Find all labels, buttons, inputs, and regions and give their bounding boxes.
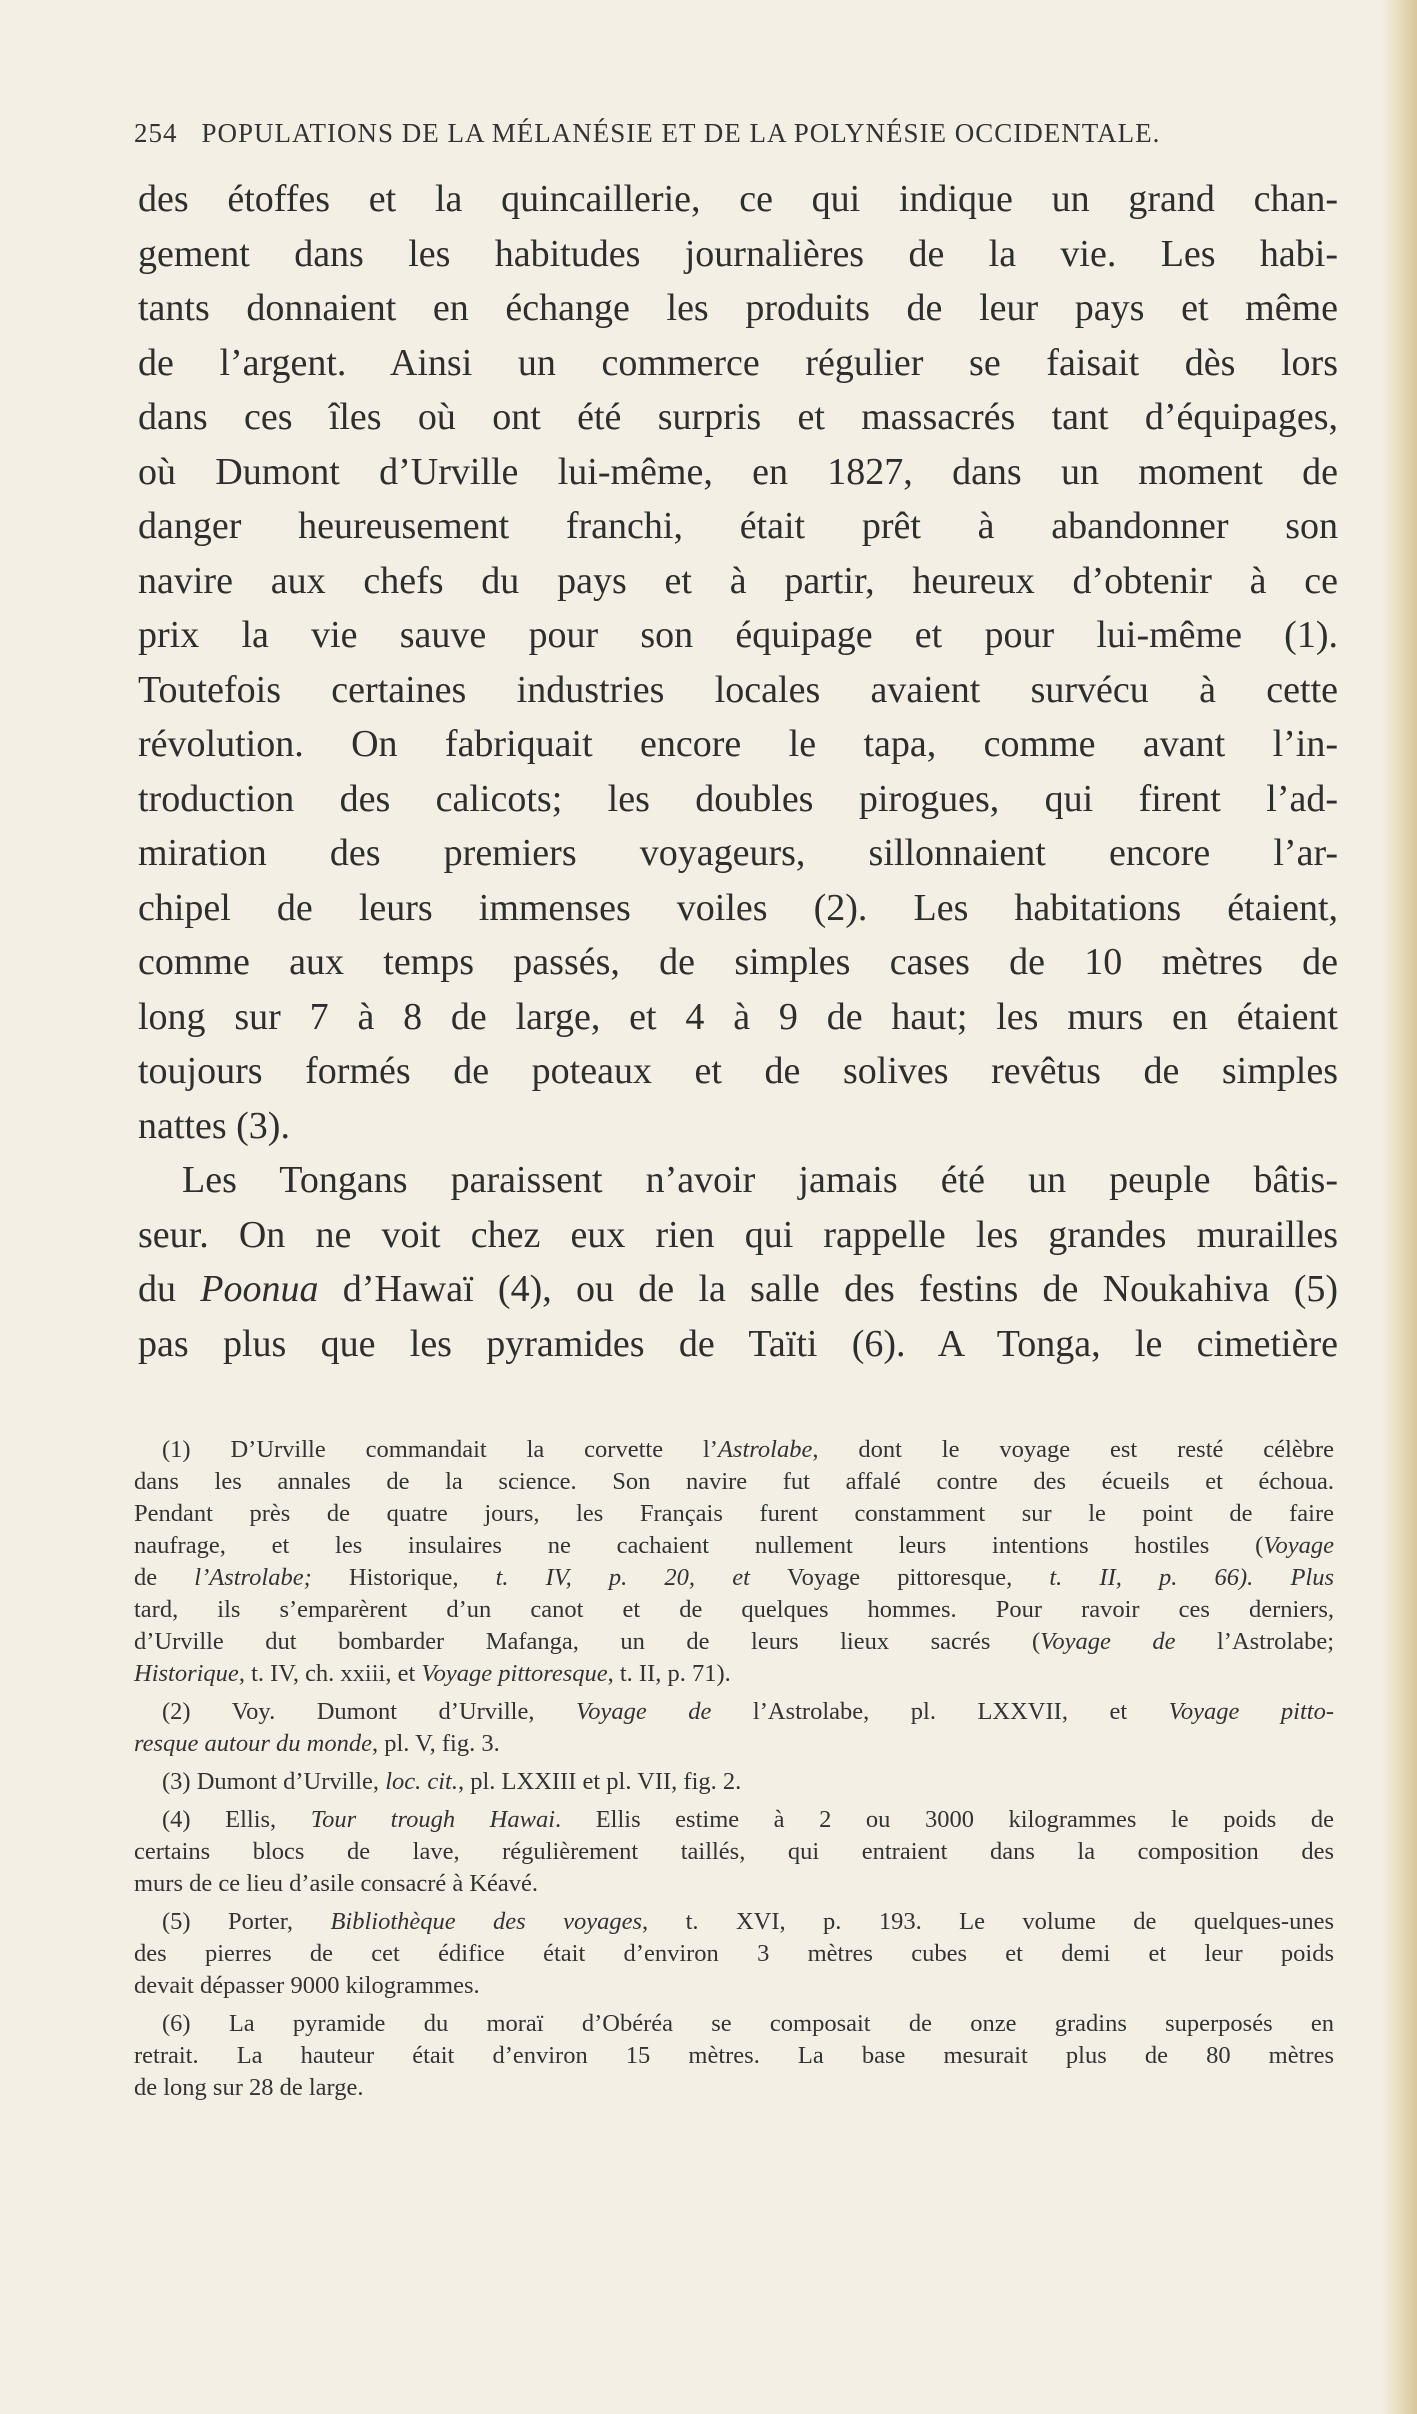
body-line: où Dumont d’Urville lui-même, en 1827, dans un moment de <box>138 450 1338 493</box>
italic-text: Voyage de <box>576 1698 712 1725</box>
body-line: miration des premiers voyageurs, sillonnaient encore l’ar- <box>138 832 1338 874</box>
footnote-line: murs de ce lieu d’asile consacré à Kéavé. <box>134 1870 539 1897</box>
italic-text: , t. II, p. 66). Plus <box>1006 1564 1334 1591</box>
body-line: danger heureusement franchi, était prêt à abandonner son <box>138 505 1338 547</box>
footnote-line: d’Urville dut bombarder Mafanga, un de leurs lieux sacrés (Voyage de l’Astrolabe; <box>134 1628 1334 1655</box>
body-line: comme aux temps passés, de simples cases de 10 mètres de <box>138 941 1338 983</box>
italic-text: resque autour du monde <box>134 1730 372 1757</box>
footnote-line: resque autour du monde, pl. V, fig. 3. <box>134 1730 500 1757</box>
body-line: prix la vie sauve pour son équipage et pour lui-même (1). <box>138 614 1338 656</box>
footnote-line: des pierres de cet édifice était d’environ 3 mètres cubes et demi et leur poids <box>134 1940 1334 1967</box>
footnote-line: (3) Dumont d’Urville, loc. cit., pl. LXXIII et pl. VII, fig. 2. <box>162 1768 742 1795</box>
body-line: des étoffes et la quincaillerie, ce qui indique un grand chan- <box>138 178 1338 220</box>
footnotes <box>134 1434 1334 2104</box>
body-line: pas plus que les pyramides de Taïti (6). A Tonga, le cimetière <box>138 1322 1338 1365</box>
body-line: long sur 7 à 8 de large, et 4 à 9 de haut; les murs en étaient <box>138 995 1338 1038</box>
footnote-line: dans les annales de la science. Son navire fut affalé contre des écueils et échoua. <box>134 1468 1334 1495</box>
body-line: dans ces îles où ont été surpris et massacrés tant d’équipages, <box>138 396 1338 438</box>
running-title: POPULATIONS DE LA MÉLANÉSIE ET DE LA POLYNÉSIE OCCIDENTALE. <box>201 118 1161 148</box>
footnote-line: Pendant près de quatre jours, les Français furent constamment sur le point de faire <box>134 1500 1334 1527</box>
footnote-line: certains blocs de lave, régulièrement taillés, qui entraient dans la composition des <box>134 1838 1334 1865</box>
italic-text: Voyage pittoresque <box>421 1660 608 1687</box>
body-line: Toutefois certaines industries locales avaient survécu à cette <box>138 668 1338 711</box>
body-line: gement dans les habitudes journalières de la vie. Les habi- <box>138 232 1338 275</box>
footnote-line: retrait. La hauteur était d’environ 15 mètres. La base mesurait plus de 80 mètres <box>134 2042 1334 2069</box>
italic-text: Astrolabe <box>717 1436 813 1463</box>
page-edge <box>1381 0 1417 2414</box>
running-header <box>134 118 1344 149</box>
body-line: toujours formés de poteaux et de solives revêtus de simples <box>138 1050 1338 1092</box>
body-line: de l’argent. Ainsi un commerce régulier se faisait dès lors <box>138 341 1338 384</box>
body-line: navire aux chefs du pays et à partir, heureux d’obtenir à ce <box>138 559 1338 602</box>
footnote-line: (5) Porter, Bibliothèque des voyages, t. XVI, p. 193. Le volume de quelques-unes <box>162 1908 1334 1935</box>
footnote-line: (1) D’Urville commandait la corvette l’Astrolabe, dont le voyage est resté célèbre <box>162 1436 1334 1463</box>
footnote-line: Historique, t. IV, ch. xxiii, et Voyage pittoresque, t. II, p. 71). <box>134 1660 731 1687</box>
body-line: chipel de leurs immenses voiles (2). Les habitations étaient, <box>138 886 1338 929</box>
body-line: seur. On ne voit chez eux rien qui rappelle les grandes murailles <box>138 1213 1338 1256</box>
body-line: Les Tongans paraissent n’avoir jamais été un peuple bâtis- <box>182 1159 1338 1201</box>
body-line: tants donnaient en échange les produits de leur pays et même <box>138 287 1338 329</box>
body-line: du Poonua d’Hawaï (4), ou de la salle des festins de Noukahiva (5) <box>138 1268 1339 1310</box>
footnote-line: naufrage, et les insulaires ne cachaient nullement leurs intentions hostiles (Voyage <box>134 1532 1334 1559</box>
footnote-line: (6) La pyramide du moraï d’Obéréa se composait de onze gradins superposés en <box>162 2010 1334 2037</box>
italic-text: Bibliothèque des voyages <box>330 1908 643 1935</box>
italic-text: Tour trough Hawai <box>310 1806 556 1833</box>
footnote-line: de long sur 28 de large. <box>134 2074 364 2101</box>
footnote-line: devait dépasser 9000 kilogrammes. <box>134 1972 480 1999</box>
italic-text: Poonua <box>200 1268 319 1310</box>
footnote-line: tard, ils s’emparèrent d’un canot et de quelques hommes. Pour ravoir ces derniers, <box>134 1596 1334 1623</box>
italic-text: Voyage <box>1263 1532 1334 1559</box>
body-line: révolution. On fabriquait encore le tapa, comme avant l’in- <box>138 723 1338 765</box>
footnote-line: (4) Ellis, Tour trough Hawai. Ellis estime à 2 ou 3000 kilogrammes le poids de <box>162 1806 1334 1833</box>
footnote-line: de l’Astrolabe; Historique, t. IV, p. 20, et Voyage pittoresque, t. II, p. 66). Plus <box>134 1564 1334 1591</box>
main-text <box>138 172 1338 1371</box>
italic-text: Voyage de <box>1040 1628 1176 1655</box>
italic-text: Historique <box>134 1660 239 1687</box>
italic-text: l’Astrolabe; <box>157 1564 349 1591</box>
italic-text: loc. cit. <box>385 1768 458 1795</box>
italic-text: Voyage pitto- <box>1168 1698 1334 1725</box>
italic-text: , t. IV, p. 20, et <box>452 1564 788 1591</box>
body-line: nattes (3). <box>138 1104 290 1147</box>
page-number: 254 <box>134 118 178 148</box>
body-line: troduction des calicots; les doubles pirogues, qui firent l’ad- <box>138 777 1338 820</box>
footnote-line: (2) Voy. Dumont d’Urville, Voyage de l’Astrolabe, pl. LXXVII, et Voyage pitto- <box>162 1698 1334 1725</box>
